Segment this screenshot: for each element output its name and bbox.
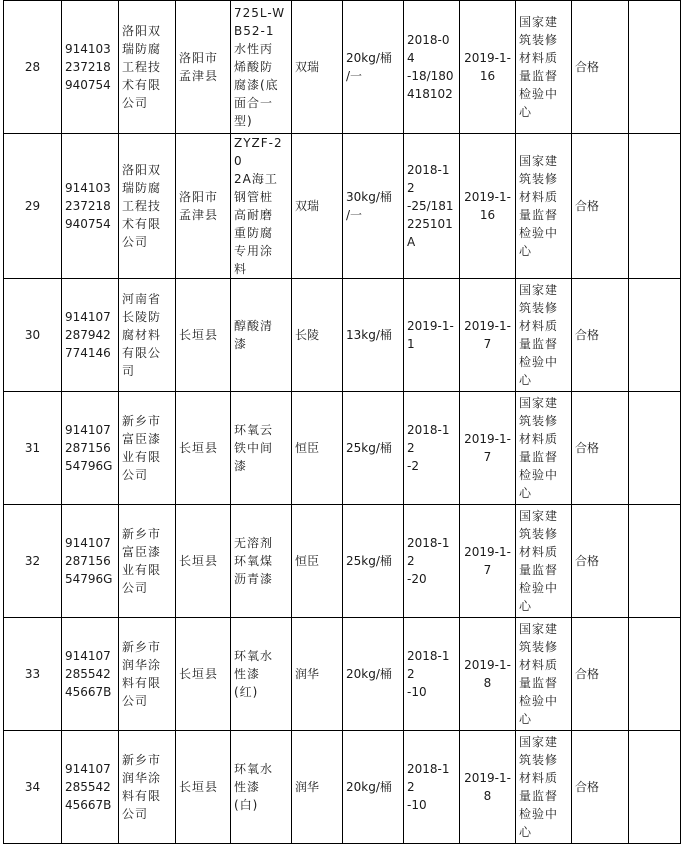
- cell-text-line: 2019-1-: [407, 319, 454, 333]
- cell-specification: [343, 731, 404, 844]
- cell-text-line: 774146: [65, 346, 111, 360]
- cell-company-name: [119, 279, 176, 392]
- cell-remarks: [629, 279, 681, 392]
- cell-text-line: 16: [479, 208, 496, 222]
- cell-text-line: 沥青漆: [234, 572, 274, 586]
- cell-text-line: 长垣县: [179, 780, 219, 794]
- cell-text-line: 筑装修: [519, 753, 559, 767]
- cell-text-line: 心: [519, 599, 533, 613]
- cell-text-line: 洛阳市: [179, 190, 219, 204]
- cell-brand: 恒臣: [292, 392, 343, 505]
- cell-brand: 双瑞: [292, 134, 343, 279]
- cell-text-line: 2018-12: [407, 536, 450, 568]
- cell-text-line: 45667B: [65, 798, 112, 812]
- cell-text-line: 13kg/桶: [346, 328, 392, 342]
- cell-text-line: 长垣县: [179, 441, 219, 455]
- cell-text-line: 国家建: [519, 283, 559, 297]
- cell-text-line: 914103: [65, 42, 111, 56]
- cell-text-line: 瑞防腐: [122, 42, 162, 56]
- cell-company-name: [119, 731, 176, 844]
- cell-text-line: 长陵防: [122, 310, 162, 324]
- cell-serial-number: 34: [4, 731, 62, 844]
- cell-text-line: 长垣县: [179, 554, 219, 568]
- table-row: [4, 618, 681, 731]
- cell-text-line: 940754: [65, 78, 111, 92]
- cell-company-name: [119, 392, 176, 505]
- cell-credit-code: [62, 505, 119, 618]
- cell-text-line: 环氧煤: [234, 554, 274, 568]
- cell-text-line: -2: [407, 459, 419, 473]
- cell-text-line: 河南省: [122, 292, 162, 306]
- cell-batch-date: [404, 1, 460, 134]
- cell-text-line: /一: [346, 69, 363, 83]
- cell-text-line: 量监督: [519, 450, 559, 464]
- cell-text-line: 国家建: [519, 735, 559, 749]
- cell-text-line: 1: [407, 337, 415, 351]
- cell-text-line: 国家建: [519, 396, 559, 410]
- cell-text-line: 心: [519, 825, 533, 839]
- cell-result: 合格: [572, 1, 629, 134]
- cell-text-line: 检验中: [519, 355, 559, 369]
- cell-remarks: [629, 1, 681, 134]
- cell-text-line: 心: [519, 373, 533, 387]
- cell-text-line: 醇酸清: [234, 319, 274, 333]
- cell-remarks: [629, 392, 681, 505]
- cell-text-line: 长垣县: [179, 328, 219, 342]
- cell-text-line: 20kg/桶: [346, 51, 392, 65]
- table-row: [4, 731, 681, 844]
- cell-text-line: 287156: [65, 441, 111, 455]
- cell-region: [176, 618, 231, 731]
- cell-serial-number: 32: [4, 505, 62, 618]
- cell-text-line: 2019-1-: [464, 771, 511, 785]
- inspection-results-table: [3, 0, 681, 844]
- cell-text-line: 润华涂: [122, 658, 162, 672]
- cell-text-line: 漆: [234, 337, 248, 351]
- cell-text-line: 量监督: [519, 337, 559, 351]
- cell-text-line: 腐材料: [122, 328, 162, 342]
- cell-region: [176, 505, 231, 618]
- cell-brand: 长陵: [292, 279, 343, 392]
- cell-text-line: 面合一: [234, 96, 274, 110]
- cell-brand: 润华: [292, 618, 343, 731]
- cell-text-line: -10: [407, 685, 427, 699]
- cell-text-line: 公司: [122, 807, 149, 821]
- cell-company-name: [119, 134, 176, 279]
- cell-serial-number: 28: [4, 1, 62, 134]
- cell-text-line: 2019-1-: [464, 545, 511, 559]
- cell-text-line: -10: [407, 798, 427, 812]
- cell-batch-date: [404, 731, 460, 844]
- cell-text-line: 8: [483, 676, 492, 690]
- cell-text-line: 914103: [65, 181, 111, 195]
- cell-text-line: 富臣漆: [122, 545, 162, 559]
- cell-text-line: 漆: [234, 459, 248, 473]
- cell-text-line: 7: [483, 337, 492, 351]
- cell-text-line: 940754: [65, 217, 111, 231]
- cell-text-line: 材料质: [519, 432, 559, 446]
- cell-text-line: 285542: [65, 667, 111, 681]
- cell-brand: 恒臣: [292, 505, 343, 618]
- cell-text-line: 环氧云: [234, 423, 274, 437]
- cell-inspection-org: [516, 392, 572, 505]
- cell-text-line: 公司: [122, 468, 149, 482]
- cell-serial-number: 31: [4, 392, 62, 505]
- cell-sampling-date: [460, 392, 516, 505]
- table-row: [4, 279, 681, 392]
- table-row: [4, 134, 681, 279]
- cell-batch-date: [404, 134, 460, 279]
- cell-text-line: 30kg/桶: [346, 190, 392, 204]
- cell-credit-code: [62, 1, 119, 134]
- cell-text-line: 料: [234, 262, 248, 276]
- cell-region: [176, 134, 231, 279]
- cell-text-line: 型): [234, 114, 253, 128]
- cell-text-line: 材料质: [519, 319, 559, 333]
- cell-text-line: 筑装修: [519, 301, 559, 315]
- cell-batch-date: [404, 392, 460, 505]
- cell-text-line: 司: [122, 364, 136, 378]
- cell-text-line: 公司: [122, 235, 149, 249]
- cell-text-line: 16: [479, 69, 496, 83]
- cell-text-line: 筑装修: [519, 414, 559, 428]
- cell-text-line: 心: [519, 486, 533, 500]
- cell-brand: 双瑞: [292, 1, 343, 134]
- cell-text-line: 54796G: [65, 572, 113, 586]
- cell-text-line: 2019-1-: [464, 432, 511, 446]
- cell-specification: [343, 134, 404, 279]
- cell-text-line: 孟津县: [179, 208, 219, 222]
- cell-text-line: 有限公: [122, 346, 162, 360]
- cell-text-line: 新乡市: [122, 527, 162, 541]
- cell-text-line: 洛阳市: [179, 51, 219, 65]
- cell-remarks: [629, 134, 681, 279]
- cell-text-line: 20kg/桶: [346, 667, 392, 681]
- cell-text-line: 287942: [65, 328, 111, 342]
- cell-product-name: [231, 505, 292, 618]
- cell-product-name: [231, 731, 292, 844]
- cell-specification: [343, 618, 404, 731]
- cell-credit-code: [62, 618, 119, 731]
- cell-remarks: [629, 731, 681, 844]
- cell-text-line: 914107: [65, 649, 111, 663]
- cell-result: 合格: [572, 279, 629, 392]
- cell-inspection-org: [516, 505, 572, 618]
- cell-text-line: 914107: [65, 762, 111, 776]
- cell-text-line: 心: [519, 712, 533, 726]
- cell-text-line: 料有限: [122, 789, 162, 803]
- cell-result: 合格: [572, 392, 629, 505]
- cell-text-line: 瑞防腐: [122, 181, 162, 195]
- cell-sampling-date: [460, 618, 516, 731]
- cell-text-line: 心: [519, 244, 533, 258]
- cell-text-line: 287156: [65, 554, 111, 568]
- cell-text-line: 环氧水: [234, 762, 274, 776]
- cell-serial-number: 33: [4, 618, 62, 731]
- cell-text-line: 285542: [65, 780, 111, 794]
- cell-text-line: B52-1: [234, 24, 275, 38]
- table-row: [4, 392, 681, 505]
- cell-text-line: 新乡市: [122, 753, 162, 767]
- cell-text-line: 新乡市: [122, 640, 162, 654]
- cell-text-line: 检验中: [519, 807, 559, 821]
- cell-text-line: 7: [483, 563, 492, 577]
- cell-credit-code: [62, 279, 119, 392]
- cell-text-line: 术有限: [122, 78, 162, 92]
- cell-text-line: 725L-W: [234, 6, 286, 20]
- cell-sampling-date: [460, 279, 516, 392]
- cell-text-line: 腐漆(底: [234, 78, 279, 92]
- cell-text-line: 材料质: [519, 190, 559, 204]
- cell-serial-number: 29: [4, 134, 62, 279]
- cell-text-line: 2019-1-: [464, 190, 511, 204]
- cell-text-line: 2018-04: [407, 33, 450, 65]
- cell-text-line: 检验中: [519, 226, 559, 240]
- cell-text-line: 检验中: [519, 581, 559, 595]
- cell-text-line: 8: [483, 789, 492, 803]
- cell-inspection-org: [516, 618, 572, 731]
- cell-text-line: 2019-1-: [464, 51, 511, 65]
- cell-text-line: 914107: [65, 536, 111, 550]
- cell-result: 合格: [572, 731, 629, 844]
- cell-text-line: 237218: [65, 60, 111, 74]
- cell-text-line: 检验中: [519, 694, 559, 708]
- cell-text-line: 润华涂: [122, 771, 162, 785]
- cell-text-line: 水性丙: [234, 42, 274, 56]
- cell-credit-code: [62, 392, 119, 505]
- cell-sampling-date: [460, 134, 516, 279]
- cell-text-line: 国家建: [519, 509, 559, 523]
- cell-text-line: -25/181: [407, 199, 454, 213]
- cell-sampling-date: [460, 731, 516, 844]
- cell-text-line: 业有限: [122, 450, 162, 464]
- cell-specification: [343, 1, 404, 134]
- table-row: [4, 1, 681, 134]
- cell-sampling-date: [460, 1, 516, 134]
- cell-text-line: 新乡市: [122, 414, 162, 428]
- cell-company-name: [119, 618, 176, 731]
- cell-product-name: [231, 618, 292, 731]
- cell-text-line: 45667B: [65, 685, 112, 699]
- cell-text-line: 量监督: [519, 563, 559, 577]
- cell-text-line: 2018-12: [407, 649, 450, 681]
- cell-serial-number: 30: [4, 279, 62, 392]
- cell-text-line: 2019-1-: [464, 319, 511, 333]
- cell-text-line: 富臣漆: [122, 432, 162, 446]
- table-row: [4, 505, 681, 618]
- cell-text-line: -18/180: [407, 69, 454, 83]
- cell-specification: [343, 392, 404, 505]
- cell-text-line: 量监督: [519, 789, 559, 803]
- cell-text-line: 225101: [407, 217, 453, 231]
- cell-text-line: /一: [346, 208, 363, 222]
- cell-text-line: 筑装修: [519, 172, 559, 186]
- cell-specification: [343, 505, 404, 618]
- cell-text-line: 材料质: [519, 51, 559, 65]
- cell-text-line: -20: [407, 572, 427, 586]
- cell-batch-date: [404, 279, 460, 392]
- cell-text-line: (红): [234, 685, 259, 699]
- cell-batch-date: [404, 505, 460, 618]
- cell-text-line: 914107: [65, 423, 111, 437]
- cell-text-line: 无溶剂: [234, 536, 274, 550]
- cell-text-line: 418102: [407, 87, 453, 101]
- cell-sampling-date: [460, 505, 516, 618]
- cell-product-name: [231, 279, 292, 392]
- cell-text-line: 2018-12: [407, 163, 450, 195]
- cell-region: [176, 392, 231, 505]
- cell-credit-code: [62, 731, 119, 844]
- cell-region: [176, 279, 231, 392]
- cell-product-name: [231, 1, 292, 134]
- cell-text-line: 2019-1-: [464, 658, 511, 672]
- cell-text-line: 专用涂: [234, 244, 274, 258]
- cell-text-line: ZYZF-20: [234, 136, 283, 168]
- cell-text-line: 铁中间: [234, 441, 274, 455]
- table-body: [4, 1, 681, 844]
- cell-text-line: 筑装修: [519, 527, 559, 541]
- cell-product-name: [231, 134, 292, 279]
- cell-text-line: 烯酸防: [234, 60, 274, 74]
- cell-text-line: 237218: [65, 199, 111, 213]
- cell-batch-date: [404, 618, 460, 731]
- cell-text-line: 国家建: [519, 154, 559, 168]
- cell-text-line: 量监督: [519, 69, 559, 83]
- cell-text-line: 术有限: [122, 217, 162, 231]
- cell-text-line: 筑装修: [519, 33, 559, 47]
- cell-result: 合格: [572, 134, 629, 279]
- cell-text-line: 性漆: [234, 780, 261, 794]
- cell-text-line: 材料质: [519, 658, 559, 672]
- cell-text-line: 筑装修: [519, 640, 559, 654]
- cell-inspection-org: [516, 279, 572, 392]
- cell-text-line: 洛阳双: [122, 163, 162, 177]
- cell-text-line: 2A海工: [234, 172, 278, 186]
- cell-company-name: [119, 1, 176, 134]
- cell-text-line: 25kg/桶: [346, 441, 392, 455]
- cell-text-line: (白): [234, 798, 259, 812]
- cell-text-line: 2018-12: [407, 762, 450, 794]
- cell-text-line: 材料质: [519, 545, 559, 559]
- cell-text-line: 公司: [122, 581, 149, 595]
- cell-region: [176, 731, 231, 844]
- cell-remarks: [629, 618, 681, 731]
- cell-text-line: 洛阳双: [122, 24, 162, 38]
- cell-text-line: 环氧水: [234, 649, 274, 663]
- cell-text-line: 国家建: [519, 622, 559, 636]
- cell-result: 合格: [572, 505, 629, 618]
- cell-specification: [343, 279, 404, 392]
- cell-text-line: 业有限: [122, 563, 162, 577]
- cell-text-line: 20kg/桶: [346, 780, 392, 794]
- cell-text-line: 工程技: [122, 199, 162, 213]
- cell-text-line: 高耐磨: [234, 208, 274, 222]
- cell-text-line: 检验中: [519, 468, 559, 482]
- cell-brand: 润华: [292, 731, 343, 844]
- cell-inspection-org: [516, 731, 572, 844]
- cell-text-line: 量监督: [519, 676, 559, 690]
- cell-region: [176, 1, 231, 134]
- cell-text-line: 长垣县: [179, 667, 219, 681]
- cell-text-line: 2018-12: [407, 423, 450, 455]
- cell-text-line: 检验中: [519, 87, 559, 101]
- cell-product-name: [231, 392, 292, 505]
- cell-text-line: 914107: [65, 310, 111, 324]
- cell-text-line: 工程技: [122, 60, 162, 74]
- cell-inspection-org: [516, 1, 572, 134]
- cell-text-line: 重防腐: [234, 226, 274, 240]
- cell-text-line: 材料质: [519, 771, 559, 785]
- cell-text-line: 性漆: [234, 667, 261, 681]
- cell-text-line: 心: [519, 105, 533, 119]
- cell-credit-code: [62, 134, 119, 279]
- cell-inspection-org: [516, 134, 572, 279]
- cell-text-line: 25kg/桶: [346, 554, 392, 568]
- cell-text-line: 公司: [122, 694, 149, 708]
- cell-text-line: 7: [483, 450, 492, 464]
- cell-company-name: [119, 505, 176, 618]
- cell-text-line: 量监督: [519, 208, 559, 222]
- cell-text-line: 54796G: [65, 459, 113, 473]
- cell-result: 合格: [572, 618, 629, 731]
- cell-remarks: [629, 505, 681, 618]
- cell-text-line: 钢管桩: [234, 190, 274, 204]
- cell-text-line: A: [407, 235, 416, 249]
- cell-text-line: 公司: [122, 96, 149, 110]
- cell-text-line: 孟津县: [179, 69, 219, 83]
- cell-text-line: 国家建: [519, 15, 559, 29]
- cell-text-line: 料有限: [122, 676, 162, 690]
